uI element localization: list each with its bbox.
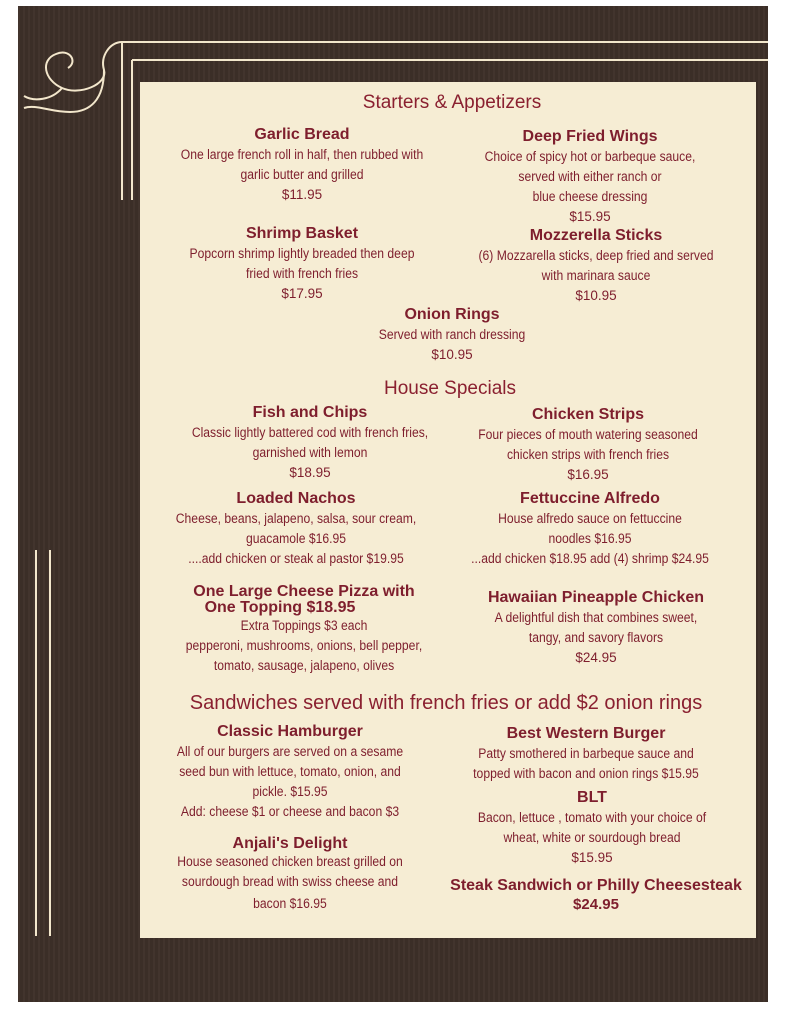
menu-item-onion-rings xyxy=(371,305,534,365)
flourish-tail xyxy=(24,88,62,99)
item-name: BLT xyxy=(577,789,607,806)
item-desc: A delightful dish that combines sweet, xyxy=(494,610,698,625)
item-desc: All of our burgers are served on a sesame xyxy=(176,744,404,759)
item-price: $10.95 xyxy=(575,288,617,303)
menu-item-loaded-nachos xyxy=(162,489,429,569)
menu-item-best-western-burger xyxy=(461,724,712,784)
item-desc: topped with bacon and onion rings $15.95 xyxy=(473,766,699,781)
item-desc: (6) Mozzarella sticks, deep fried and served xyxy=(478,248,714,263)
item-desc: Choice of spicy hot or barbeque sauce, xyxy=(484,149,696,164)
item-desc: Cheese, beans, jalapeno, salsa, sour cream, xyxy=(175,511,417,526)
menu-item-hawaiian-pineapple-chicken xyxy=(483,588,708,668)
section-title-starters: Starters & Appetizers xyxy=(362,92,542,113)
item-desc: with marinara sauce xyxy=(541,268,651,283)
item-desc: Patty smothered in barbeque sauce and xyxy=(478,746,694,761)
menu-item-fish-and-chips xyxy=(179,403,442,483)
menu-item-blt xyxy=(465,788,719,868)
item-desc: Four pieces of mouth watering seasoned xyxy=(478,427,698,442)
item-name: Garlic Bread xyxy=(254,126,350,143)
flourish-scroll xyxy=(46,42,122,91)
item-name: Classic Hamburger xyxy=(217,723,363,740)
item-name-line-2: One Topping $18.95 xyxy=(204,599,356,616)
menu-item-steak-sandwich xyxy=(450,876,742,914)
item-name: Hawaiian Pineapple Chicken xyxy=(487,589,705,606)
item-desc: House seasoned chicken breast grilled on xyxy=(177,854,403,869)
item-price: $24.95 xyxy=(573,896,619,913)
item-name: Chicken Strips xyxy=(531,406,645,423)
item-desc: Add: cheese $1 or cheese and bacon $3 xyxy=(180,804,400,819)
item-name: Deep Fried Wings xyxy=(522,128,658,145)
item-price: $11.95 xyxy=(281,187,323,202)
item-name: Best Western Burger xyxy=(506,725,666,742)
item-name: Loaded Nachos xyxy=(236,490,356,507)
item-name: One Large Cheese Pizza with xyxy=(193,583,415,600)
item-price: $18.95 xyxy=(289,465,331,480)
menu-item-classic-hamburger xyxy=(164,722,415,822)
item-name: Fish and Chips xyxy=(252,404,368,421)
item-desc: tangy, and savory flavors xyxy=(528,630,664,645)
item-name: Fettuccine Alfredo xyxy=(520,490,660,507)
item-name: Steak Sandwich or Philly Cheesesteak xyxy=(450,877,742,894)
item-name: Onion Rings xyxy=(404,306,500,323)
item-desc: Extra Toppings $3 each xyxy=(240,618,368,633)
item-desc: seed bun with lettuce, tomato, onion, and xyxy=(179,764,401,779)
item-desc: bacon $16.95 xyxy=(253,896,327,911)
flourish-lower xyxy=(24,70,104,112)
item-desc: pepperoni, mushrooms, onions, bell pepper, xyxy=(185,638,423,653)
item-name: Shrimp Basket xyxy=(245,225,359,242)
item-name: Anjali's Delight xyxy=(232,835,348,852)
menu-item-shrimp-basket xyxy=(177,224,427,304)
item-desc: blue cheese dressing xyxy=(532,189,648,204)
menu-item-mozzerella-sticks xyxy=(465,226,726,306)
item-desc: Bacon, lettuce , tomato with your choice of xyxy=(477,810,707,825)
menu-item-cheese-pizza xyxy=(173,584,436,676)
item-desc: House alfredo sauce on fettuccine xyxy=(498,511,682,526)
item-desc: One large french roll in half, then rubbed with xyxy=(180,147,424,162)
menu-item-garlic-bread xyxy=(167,125,436,205)
item-name: Mozzerella Sticks xyxy=(529,227,663,244)
item-desc: ...add chicken $18.95 add (4) shrimp $24.95 xyxy=(471,551,709,566)
menu-item-fettuccine-alfredo xyxy=(458,489,722,569)
item-price: $15.95 xyxy=(569,209,611,224)
item-desc: pickle. $15.95 xyxy=(252,784,328,799)
item-price: $10.95 xyxy=(431,347,473,362)
section-title-sandwiches: Sandwiches served with french fries or add $2 onion rings xyxy=(189,692,703,714)
section-title-house-specials: House Specials xyxy=(383,378,517,399)
item-desc: Served with ranch dressing xyxy=(378,327,526,342)
item-desc: wheat, white or sourdough bread xyxy=(503,830,681,845)
menu-item-deep-fried-wings xyxy=(473,127,707,227)
item-desc: tomato, sausage, jalapeno, olives xyxy=(213,658,395,673)
item-desc: Popcorn shrimp lightly breaded then deep xyxy=(189,246,415,261)
menu-item-chicken-strips xyxy=(466,405,710,485)
item-desc: chicken strips with french fries xyxy=(506,447,670,462)
item-desc: ....add chicken or steak al pastor $19.95 xyxy=(188,551,404,566)
item-desc: served with either ranch or xyxy=(518,169,662,184)
item-desc: guacamole $16.95 xyxy=(246,531,346,546)
item-desc: noodles $16.95 xyxy=(548,531,632,546)
item-desc: fried with french fries xyxy=(245,266,359,281)
menu-item-anjalis-delight xyxy=(165,834,416,914)
item-price: $15.95 xyxy=(571,850,613,865)
item-price: $24.95 xyxy=(575,650,617,665)
item-desc: Classic lightly battered cod with french fries, xyxy=(191,425,429,440)
item-desc: garlic butter and grilled xyxy=(240,167,364,182)
item-desc: sourdough bread with swiss cheese and xyxy=(181,874,399,889)
item-price: $17.95 xyxy=(281,286,323,301)
item-price: $16.95 xyxy=(567,467,609,482)
item-desc: garnished with lemon xyxy=(252,445,368,460)
